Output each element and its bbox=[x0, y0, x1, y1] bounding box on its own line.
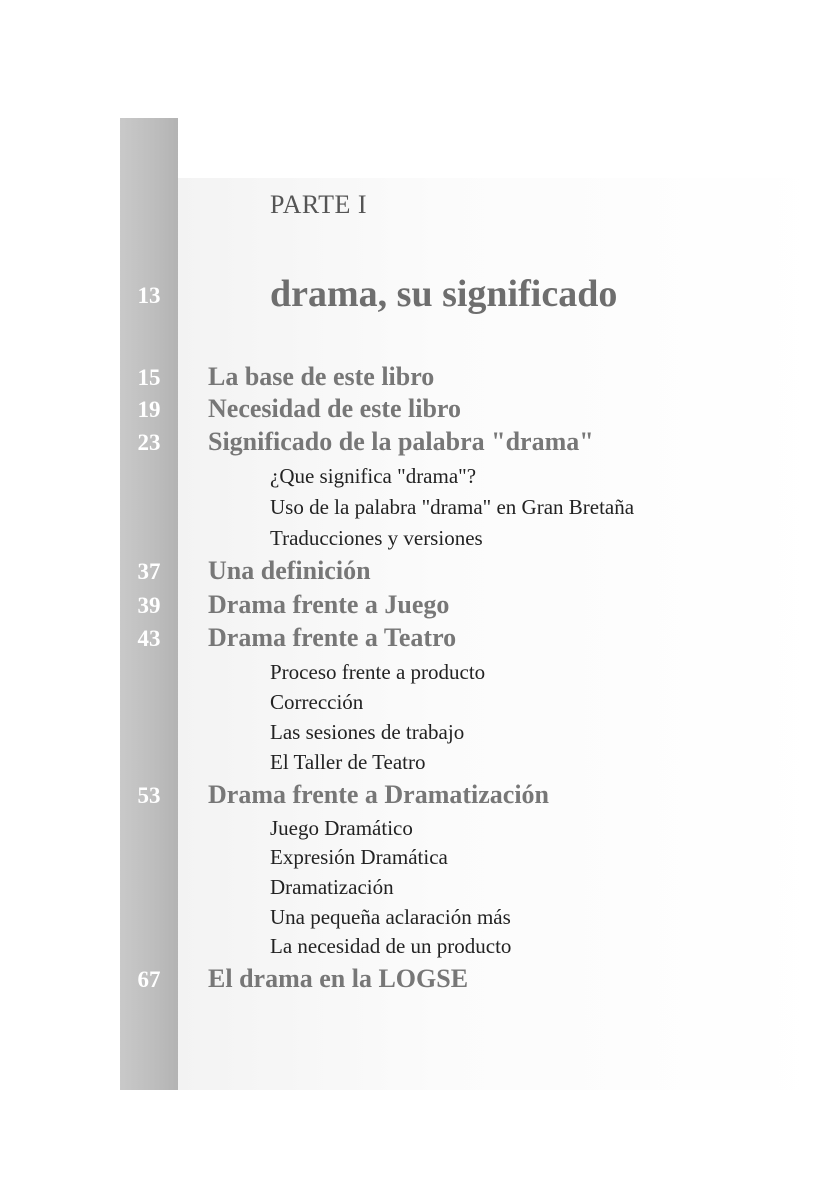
part-label: PARTE I bbox=[270, 190, 368, 219]
toc-subentry: Traducciones y versiones bbox=[270, 526, 483, 550]
toc-page-number: 39 bbox=[137, 593, 161, 618]
toc-page-number: 37 bbox=[137, 559, 161, 584]
toc-subentry: Proceso frente a producto bbox=[270, 660, 486, 684]
toc-page-number: 15 bbox=[137, 365, 161, 390]
toc-subentry: ¿Que significa "drama"? bbox=[270, 464, 477, 488]
toc-page-number: 19 bbox=[137, 397, 161, 422]
toc-subentry: Uso de la palabra "drama" en Gran Bretaña bbox=[270, 495, 635, 519]
toc-entry: Drama frente a Teatro bbox=[208, 623, 457, 652]
toc-page-number: 23 bbox=[137, 430, 161, 455]
toc-subentry: Expresión Dramática bbox=[270, 845, 448, 869]
toc-subentry: Dramatización bbox=[270, 875, 394, 899]
section-title: drama, su significado bbox=[270, 273, 618, 315]
toc-entry: Una definición bbox=[208, 556, 371, 585]
section-page-number: 13 bbox=[137, 283, 161, 308]
toc-entry: La base de este libro bbox=[208, 362, 435, 391]
toc-entry: Necesidad de este libro bbox=[208, 394, 461, 423]
toc-subentry: Juego Dramático bbox=[270, 816, 413, 840]
toc-entry: Drama frente a Dramatización bbox=[208, 780, 550, 809]
toc-subentry: Una pequeña aclaración más bbox=[270, 905, 511, 929]
toc-page-number: 67 bbox=[137, 967, 161, 992]
toc-entry: Significado de la palabra "drama" bbox=[208, 427, 594, 456]
toc-entry: El drama en la LOGSE bbox=[208, 964, 469, 993]
toc-page-number: 53 bbox=[137, 783, 161, 808]
toc-subentry: La necesidad de un producto bbox=[270, 934, 512, 958]
toc-page-number: 43 bbox=[137, 626, 161, 651]
toc-subentry: Las sesiones de trabajo bbox=[270, 720, 465, 744]
toc-entry: Drama frente a Juego bbox=[208, 590, 450, 619]
toc-subentry: Corrección bbox=[270, 690, 364, 714]
toc-subentry: El Taller de Teatro bbox=[270, 750, 426, 774]
